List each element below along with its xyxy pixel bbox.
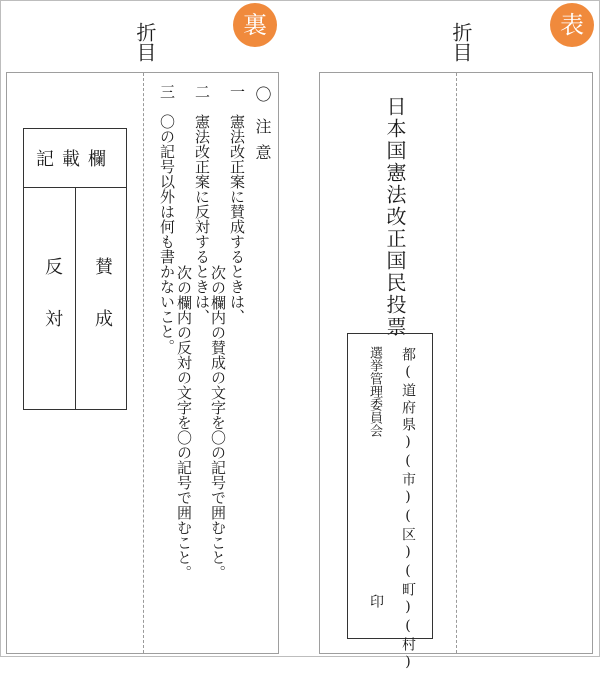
fold-label-front: 折目	[449, 22, 473, 62]
note-item-2	[194, 84, 209, 324]
note-item-2-continuation: 次の欄内の反対の文字を〇の記号で囲むこと。	[175, 265, 193, 580]
issuer-box	[347, 333, 433, 639]
issuer-seal: 印	[368, 594, 384, 608]
note-item-1-continuation: 次の欄内の賛成の文字を〇の記号で囲むこと。	[209, 265, 227, 580]
choice-oppose[interactable]: 反対	[42, 257, 63, 361]
note-item-3	[159, 84, 174, 354]
write-in-box	[23, 128, 127, 410]
front-side-badge: 表	[550, 3, 594, 47]
note-text: 〇の記号以外は何も書かないこと。	[158, 114, 176, 354]
note-number: 三	[158, 84, 176, 99]
note-item-1	[229, 84, 244, 324]
note-text: 憲法改正案に賛成するときは、	[228, 114, 246, 324]
back-side-badge: 裏	[233, 3, 277, 47]
notes-title	[255, 86, 270, 170]
notes-title-text: 注意	[253, 118, 272, 170]
issuer-units: 都(道府県)(市)(区)(町)(村)	[400, 347, 416, 673]
fold-line-back	[143, 73, 144, 653]
write-in-box-divider	[75, 187, 76, 409]
write-in-box-header: 記載欄	[24, 129, 126, 188]
fold-label-back: 折目	[133, 22, 157, 62]
note-number: 一	[228, 84, 246, 99]
note-number: 二	[193, 84, 211, 99]
choice-approve[interactable]: 賛成	[92, 257, 113, 361]
ballot-title: 日本国憲法改正国民投票	[383, 96, 407, 338]
note-text: 憲法改正案に反対するときは、	[193, 114, 211, 324]
issuer-committee: 選挙管理委員会	[367, 346, 382, 437]
fold-line-front	[456, 73, 457, 653]
notes-title-mark: 〇	[253, 86, 272, 102]
